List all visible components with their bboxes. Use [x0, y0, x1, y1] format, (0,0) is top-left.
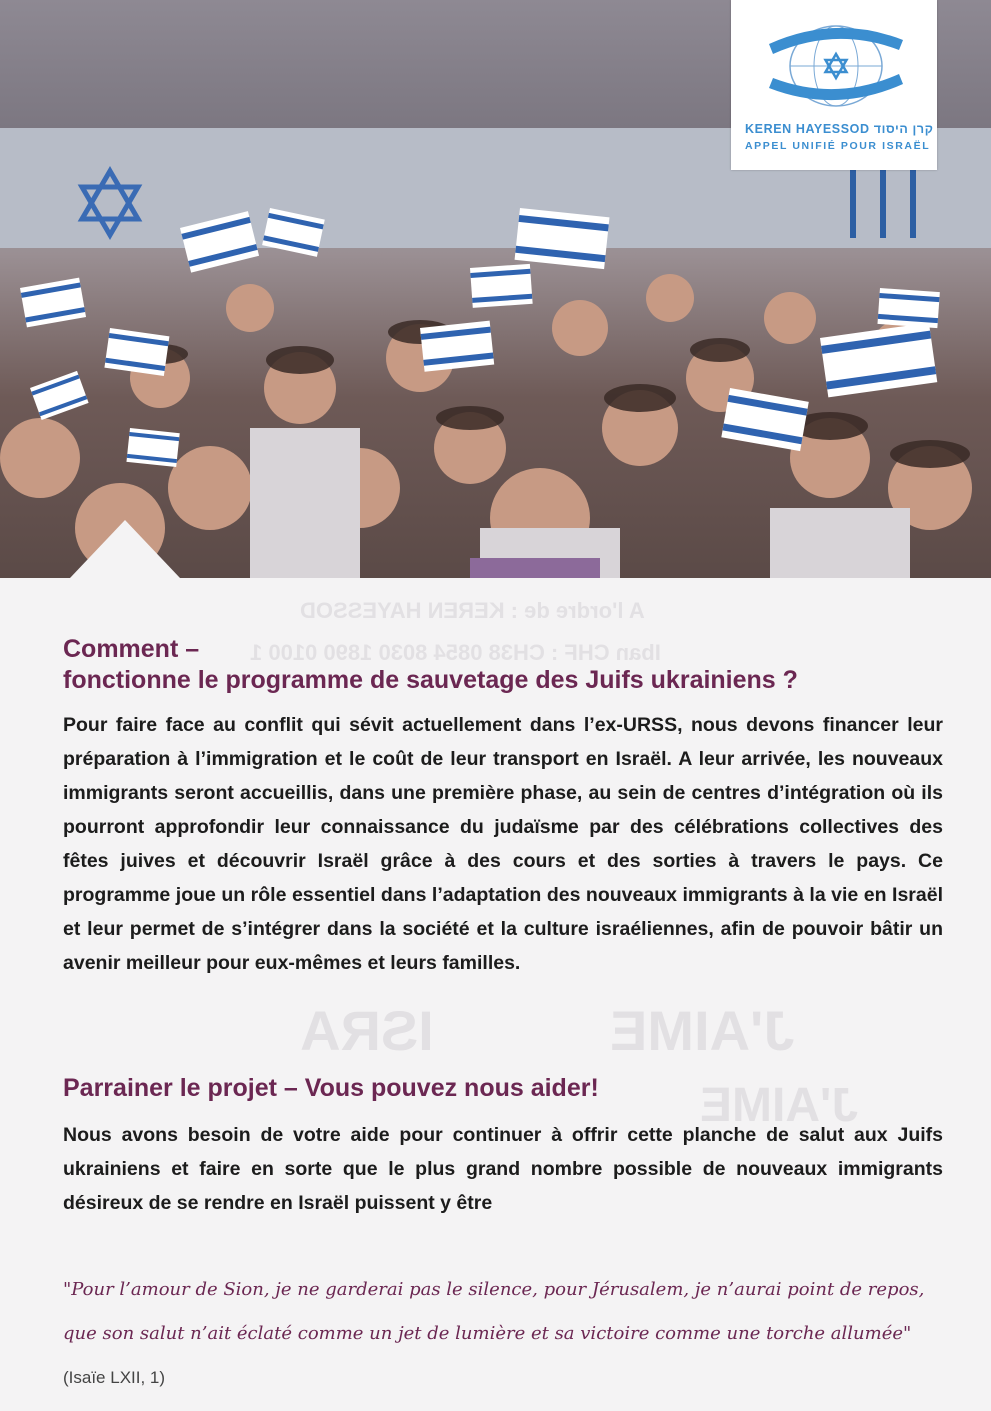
content-area [0, 578, 991, 1411]
scripture-quote [63, 1268, 948, 1400]
show-through-iban-line: Iban CHF : CH38 0854 8030 1890 0100 1 [250, 640, 661, 665]
show-through-jaime-2: J'AIME [700, 1079, 859, 1132]
logo-name: KEREN HAYESSOD קרן היסוד [745, 122, 934, 136]
section1-heading-line1: Comment – [63, 635, 200, 663]
show-through-israel: ISRA [300, 999, 434, 1062]
globe-flag-logo-icon [761, 14, 911, 114]
section2-body: Nous avons besoin de votre aide pour continuer à offrir cette planche de salut aux Juifs ukrainiens et faire en sorte que le plus grand nombre possible de nouveaux immigrants désireux de se rendre en Israël puissent y être [63, 1124, 943, 1214]
photo-illustration [0, 128, 991, 578]
crowd-with-flags-photo [0, 128, 991, 578]
section1-body: Pour faire face au conflit qui sévit actuellement dans l’ex-URSS, nous devons financer leur préparation à l’immigration et le coût de leur transport en Israël. A leur arrivée, les nouveaux immigrants seront accueillis, dans une première phase, au sein de centres d’intégration où ils pourront approfondir leur connaissance du judaïsme par des célébrations collectives des fêtes juives et découvrir Israël grâce à des cours et des sorties à travers le pays. Ce programme joue un rôle essentiel dans l’adaptation des nouveaux immigrants à la vie en Israël et leur permet de s’intégrer dans la société et la culture israéliennes, afin de pouvoir bâtir un avenir meilleur pour eux-mêmes et leurs familles. [63, 714, 943, 974]
section2-heading: Parrainer le projet – Vous pouvez nous aider! [63, 1074, 599, 1102]
keren-hayessod-logo [731, 0, 937, 170]
logo-tagline: APPEL UNIFIÉ POUR ISRAËL [745, 140, 931, 152]
show-through-order-line: A l'ordre de : KEREN HAYESSOD [300, 598, 645, 623]
show-through-jaime: J'AIME [610, 999, 795, 1062]
quote-citation: (Isaïe LXII, 1) [63, 1368, 166, 1387]
quote-text: "Pour l’amour de Sion, je ne garderai pas le silence, pour Jérusalem, je n’aurai point de repos, que son salut n’ait éclaté comme un jet de lumière et sa victoire comme une torche allumée" [63, 1279, 925, 1344]
section1-heading-line2: fonctionne le programme de sauvetage des Juifs ukrainiens ? [63, 666, 798, 694]
